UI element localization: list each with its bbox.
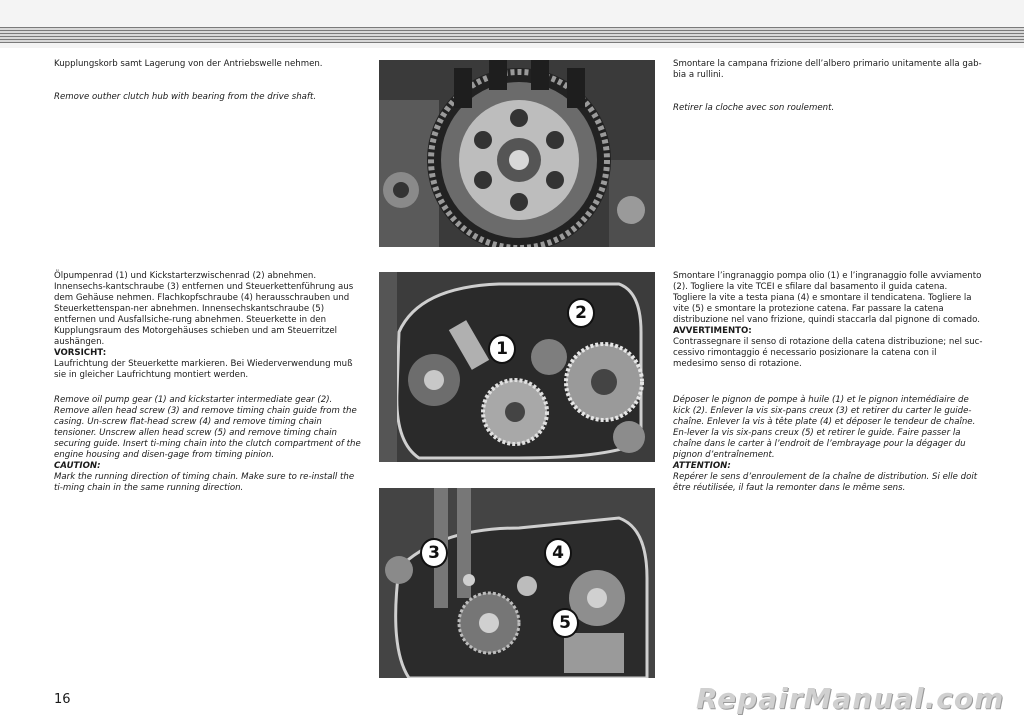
step2-english: Remove oil pump gear (1) and kickstarter intermediate gear (2). Remove allen head screw (3) and remove timing chain guide from the casing. Un-screw flat-head screw (4) and remove timing chain tensioner. Unscrew allen head screw (5) and remove timing chain securing guide. Insert ti-ming chain into the clutch compartment of the engine housing and disen-gage from timing pinion. CAUTION: Mark the running direction of timing chain. Make sure to re-install the ti-ming chain in the same running direction.: [54, 395, 364, 494]
step2-french: Déposer le pignon de pompe à huile (1) et le pignon intemédiaire de kick (2). Enlever la vis six-pans creux (3) et retirer du carter le guide-chaîne. Enlever la vis à tête plate (4) et déposer le tendeur de chaîne. En-lever la vis six-pans creux (5) et retirer le guide. Faire passer la chaîne dans le carter à l’endroit de l’embrayage pour la dégager du pignon d’entraînement. ATTENTION: Repérer le sens d’enroulement de la chaîne de distribution. Si elle doit être réutilisée, il faut la remonter dans le même sens.: [673, 395, 983, 494]
callout-marker-5: 5: [551, 608, 579, 638]
step2-italian: Smontare l’ingranaggio pompa olio (1) e l’ingranaggio folle avviamento (2). Togliere la vite TCEI e sfilare dal basamento il guida catena. Togliere la vite a testa piana (4) e smontare il tendicatena. Togliere la vite (5) e smontare la protezione catena. Far passare la catena distribuzione nel vano frizione, quindi staccarla dal pignone di comado. AVVERTIMENTO: Contrassegnare il senso di rotazione della catena distribuzione; nel suc-cessivo rimontaggio é necessario posizionare la catena con il medesimo senso di rotazione.: [673, 271, 983, 369]
step1-german: Kupplungskorb samt Lagerung von der Antriebswelle nehmen.: [54, 59, 323, 69]
photo-oil-pump-gears: [379, 272, 655, 462]
page-number: 16: [54, 692, 71, 707]
french-caution-title: ATTENTION:: [673, 461, 731, 471]
watermark: RepairManual.com: [696, 682, 1005, 715]
clutch-basket-illustration: [379, 60, 655, 247]
callout-marker-4: 4: [544, 538, 572, 568]
italian-caution-text: Contrassegnare il senso di rotazione della catena distribuzione; nel suc-cessivo rimontaggio é necessario posizionare la catena con il medesimo senso di rotazione.: [673, 337, 983, 369]
photo-clutch-basket: [379, 60, 655, 247]
german-caution-title: VORSICHT:: [54, 348, 107, 358]
step2-german: Ölpumpenrad (1) und Kickstarterzwischenrad (2) abnehmen. Innensechs-kantschraube (3) entfernen und Steuerkettenführung aus dem Gehäuse nehmen. Flachkopfschraube (4) herausschrauben und Steuerkettenspan-ner abnehmen. Innensechskantschraube (5) entfernen und Ausfallsiche-rung abnehmen. Steuerkette in den Kupplungsraum des Motorgehäuses schieben und am Steuerritzel aushängen. VORSICHT: Laufrichtung der Steuerkette markieren. Bei Wiederverwendung muß sie in gleicher Laufrichtung montiert werden.: [54, 271, 364, 381]
gears-illustration: [379, 272, 655, 462]
timing-chain-illustration: [379, 488, 655, 678]
step1-french: Retirer la cloche avec son roulement.: [673, 103, 835, 113]
italian-caution-title: AVVERTIMENTO:: [673, 326, 752, 336]
french-caution-text: Repérer le sens d’enroulement de la chaîne de distribution. Si elle doit être réutilisée, il faut la remonter dans le même sens.: [673, 472, 978, 493]
photo-timing-chain-screws: [379, 488, 655, 678]
english-caution-title: CAUTION:: [54, 461, 101, 471]
callout-marker-2: 2: [567, 298, 595, 328]
step1-english: Remove outher clutch hub with bearing from the drive shaft.: [54, 92, 317, 102]
callout-marker-1: 1: [488, 334, 516, 364]
english-caution-text: Mark the running direction of timing chain. Make sure to re-install the ti-ming chain in the same running direction.: [54, 472, 355, 493]
step1-italian: Smontare la campana frizione dell’albero primario unitamente alla gab-bia a rullini.: [673, 59, 982, 80]
german-caution-text: Laufrichtung der Steuerkette markieren. Bei Wiederverwendung muß sie in gleicher Laufrichtung montiert werden.: [54, 359, 353, 380]
callout-marker-3: 3: [420, 538, 448, 568]
header-stripes: [0, 27, 1024, 43]
